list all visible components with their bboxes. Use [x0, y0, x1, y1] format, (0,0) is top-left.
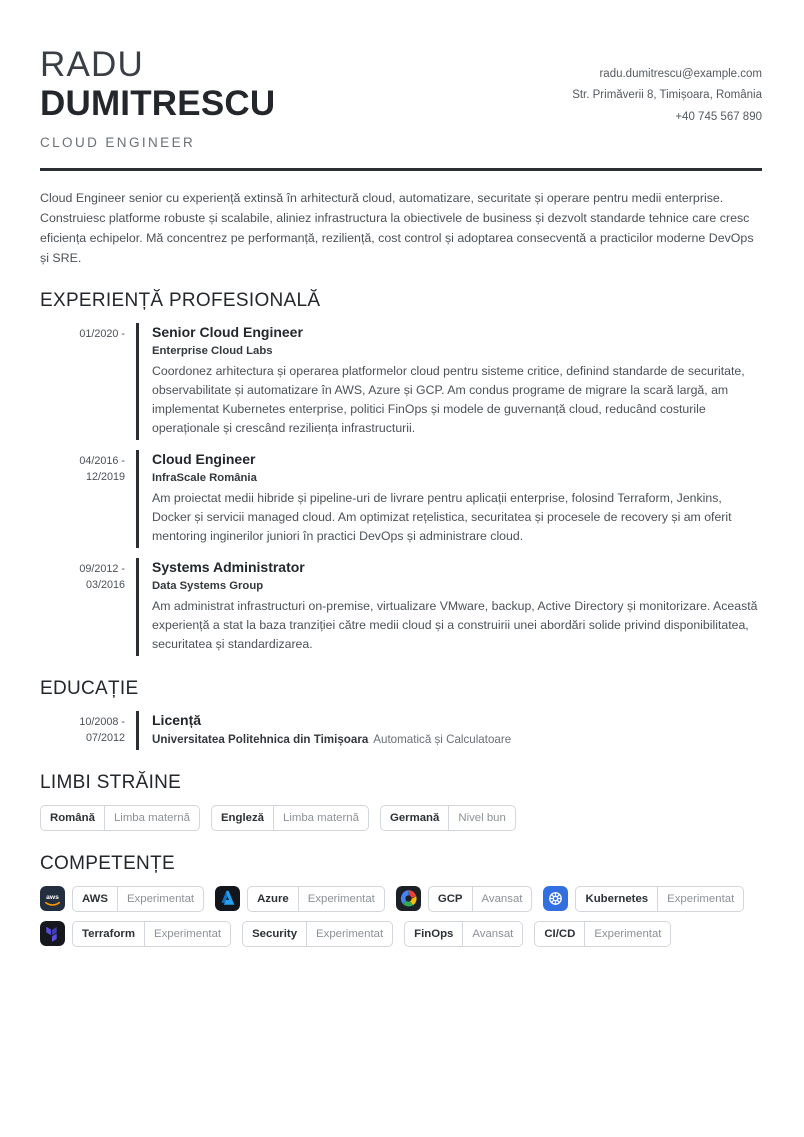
education-section: [40, 678, 762, 750]
skill-item-azure: [215, 886, 385, 912]
language-name: Germană: [389, 811, 440, 824]
skill-pill[interactable]: [247, 886, 385, 912]
skill-item-kubernetes: [543, 886, 744, 912]
education-entry-body: [152, 711, 762, 750]
date-end: 03/2016: [85, 578, 125, 591]
experience-entry: [40, 323, 762, 440]
resume-header: [40, 44, 762, 150]
skills-section: [40, 853, 762, 947]
date-start: 10/2008 -: [79, 716, 125, 729]
name-block: [40, 44, 275, 150]
contact-email[interactable]: radu.dumitrescu@example.com: [599, 68, 762, 80]
skill-name: Security: [252, 927, 298, 940]
education-entry-dates: [40, 711, 136, 750]
skill-item-gcp: [396, 886, 533, 912]
education-field: Automatică și Calculatoare: [373, 733, 512, 747]
skill-name: FinOps: [414, 927, 454, 940]
date-start: 09/2012 -: [79, 563, 125, 576]
date-end: 12/2019: [85, 470, 125, 483]
experience-entry-dates: [40, 558, 136, 656]
language-level: Limba maternă: [273, 806, 368, 830]
professional-summary: Cloud Engineer senior cu experiență extinsă în arhitectură cloud, automatizare, securitate și operare pentru medii enterprise. Construiesc platforme robuste și scalabile, aliniez infrastructura la obiectivele de business și dezvolt standarde tehnice care cresc eficiența echipelor. Mă concentrez pe performanță, reziliență, cost control și adoptarea consecventă a practicilor moderne DevOps și SRE.: [40, 190, 754, 265]
skill-name: CI/CD: [544, 927, 576, 940]
timeline-bar: [136, 450, 139, 548]
language-name: Engleză: [220, 811, 264, 824]
skill-name: AWS: [82, 892, 108, 905]
languages-pill-row: [40, 805, 762, 831]
skill-pill[interactable]: [575, 886, 744, 912]
experience-entry: [40, 450, 762, 548]
languages-section-title: LIMBI STRĂINE: [40, 771, 182, 793]
skill-name: GCP: [437, 892, 463, 905]
language-level: Limba maternă: [104, 806, 199, 830]
experience-description: Am administrat infrastructuri on-premise, virtualizare VMware, backup, Active Directory și monitorizare. Această experiență a stat la baza tranziției către medii cloud și a construirii unei abordări solide privind disponibilitatea, securitatea și standardizarea.: [152, 598, 758, 651]
timeline-bar: [136, 711, 139, 750]
experience-section: [40, 290, 762, 656]
gcp-icon: [396, 886, 421, 911]
languages-section: [40, 772, 762, 831]
aws-icon: [40, 886, 65, 911]
skill-item-terraform: [40, 921, 231, 947]
language-pill[interactable]: [40, 805, 200, 831]
skill-level: Experimentat: [117, 887, 203, 911]
experience-organization: Data Systems Group: [152, 580, 264, 593]
skill-item-cicd: [534, 921, 671, 947]
skill-item-aws: [40, 886, 204, 912]
contact-phone[interactable]: +40 745 567 890: [675, 110, 762, 123]
education-entry: [40, 711, 762, 750]
skill-level: Avansat: [472, 887, 532, 911]
skill-pill[interactable]: [72, 921, 231, 947]
skills-pill-row: [40, 921, 762, 947]
date-end: 07/2012: [85, 731, 125, 744]
skill-level: Experimentat: [584, 922, 670, 946]
date-start: 04/2016 -: [79, 455, 125, 468]
skill-pill[interactable]: [242, 921, 393, 947]
experience-organization: InfraScale România: [152, 472, 257, 485]
kubernetes-icon: [543, 886, 568, 911]
language-name: Română: [50, 811, 95, 824]
experience-entry-body: [152, 323, 762, 440]
education-institution: Universitatea Politehnica din Timișoara: [152, 733, 369, 747]
svg-text:aws: aws: [46, 894, 59, 902]
skill-name: Terraform: [82, 927, 135, 940]
timeline-bar: [136, 323, 139, 440]
experience-organization: Enterprise Cloud Labs: [152, 345, 273, 358]
experience-entry-dates: [40, 450, 136, 548]
skill-level: Avansat: [462, 922, 522, 946]
skill-pill[interactable]: [428, 886, 533, 912]
header-divider: [40, 168, 762, 171]
skill-name: Azure: [257, 892, 289, 905]
experience-role: Senior Cloud Engineer: [152, 323, 303, 340]
skill-level: Experimentat: [657, 887, 743, 911]
skills-section-title: COMPETENȚE: [40, 852, 175, 874]
skill-level: Experimentat: [144, 922, 230, 946]
skill-pill[interactable]: [404, 921, 523, 947]
terraform-icon: [40, 921, 65, 946]
contact-block: [572, 44, 762, 128]
skills-pill-row: [40, 886, 762, 912]
language-pill[interactable]: [380, 805, 516, 831]
skill-level: Experimentat: [306, 922, 392, 946]
skill-level: Experimentat: [298, 887, 384, 911]
education-section-title: EDUCAȚIE: [40, 678, 139, 700]
experience-entry-body: [152, 450, 762, 548]
job-title: CLOUD ENGINEER: [40, 134, 196, 150]
skill-name: Kubernetes: [585, 892, 649, 905]
experience-description: Coordonez arhitectura și operarea platformelor cloud pentru sisteme critice, definind standarde de securitate, observabilitate și automatizare în AWS, Azure și GCP. Am condus programe de migrare la scară largă, am implementat Kubernetes enterprise, politici FinOps și modele de guvernanță cloud, reducând costurile operaționale și crescând reziliența infrastructurii.: [152, 363, 745, 435]
experience-entry: [40, 558, 762, 656]
experience-entry-dates: [40, 323, 136, 440]
education-degree: Licență: [152, 712, 202, 729]
language-pill[interactable]: [211, 805, 369, 831]
education-institution-line: [152, 732, 762, 748]
date-start: 01/2020 -: [79, 327, 125, 340]
skill-pill[interactable]: [534, 921, 671, 947]
timeline-bar: [136, 558, 139, 656]
language-level: Nivel bun: [448, 806, 515, 830]
contact-address: Str. Primăverii 8, Timișoara, România: [572, 89, 762, 102]
experience-section-title: EXPERIENȚĂ PROFESIONALĂ: [40, 289, 321, 311]
skill-item-security: [242, 921, 393, 947]
last-name: DUMITRESCU: [40, 83, 276, 123]
experience-role: Cloud Engineer: [152, 451, 256, 468]
skill-item-finops: [404, 921, 523, 947]
skill-pill[interactable]: [72, 886, 204, 912]
experience-entry-body: [152, 558, 762, 656]
experience-role: Systems Administrator: [152, 559, 305, 576]
experience-description: Am proiectat medii hibride și pipeline-uri de livrare pentru aplicații enterprise, folosind Terraform, Jenkins, Docker și servicii managed cloud. Am optimizat rețelistica, securitatea și procesele de recovery și am oferit mentoring inginerilor juniori în practici DevOps și administrare cloud.: [152, 490, 732, 543]
azure-icon: [215, 886, 240, 911]
first-name: RADU: [40, 45, 144, 84]
